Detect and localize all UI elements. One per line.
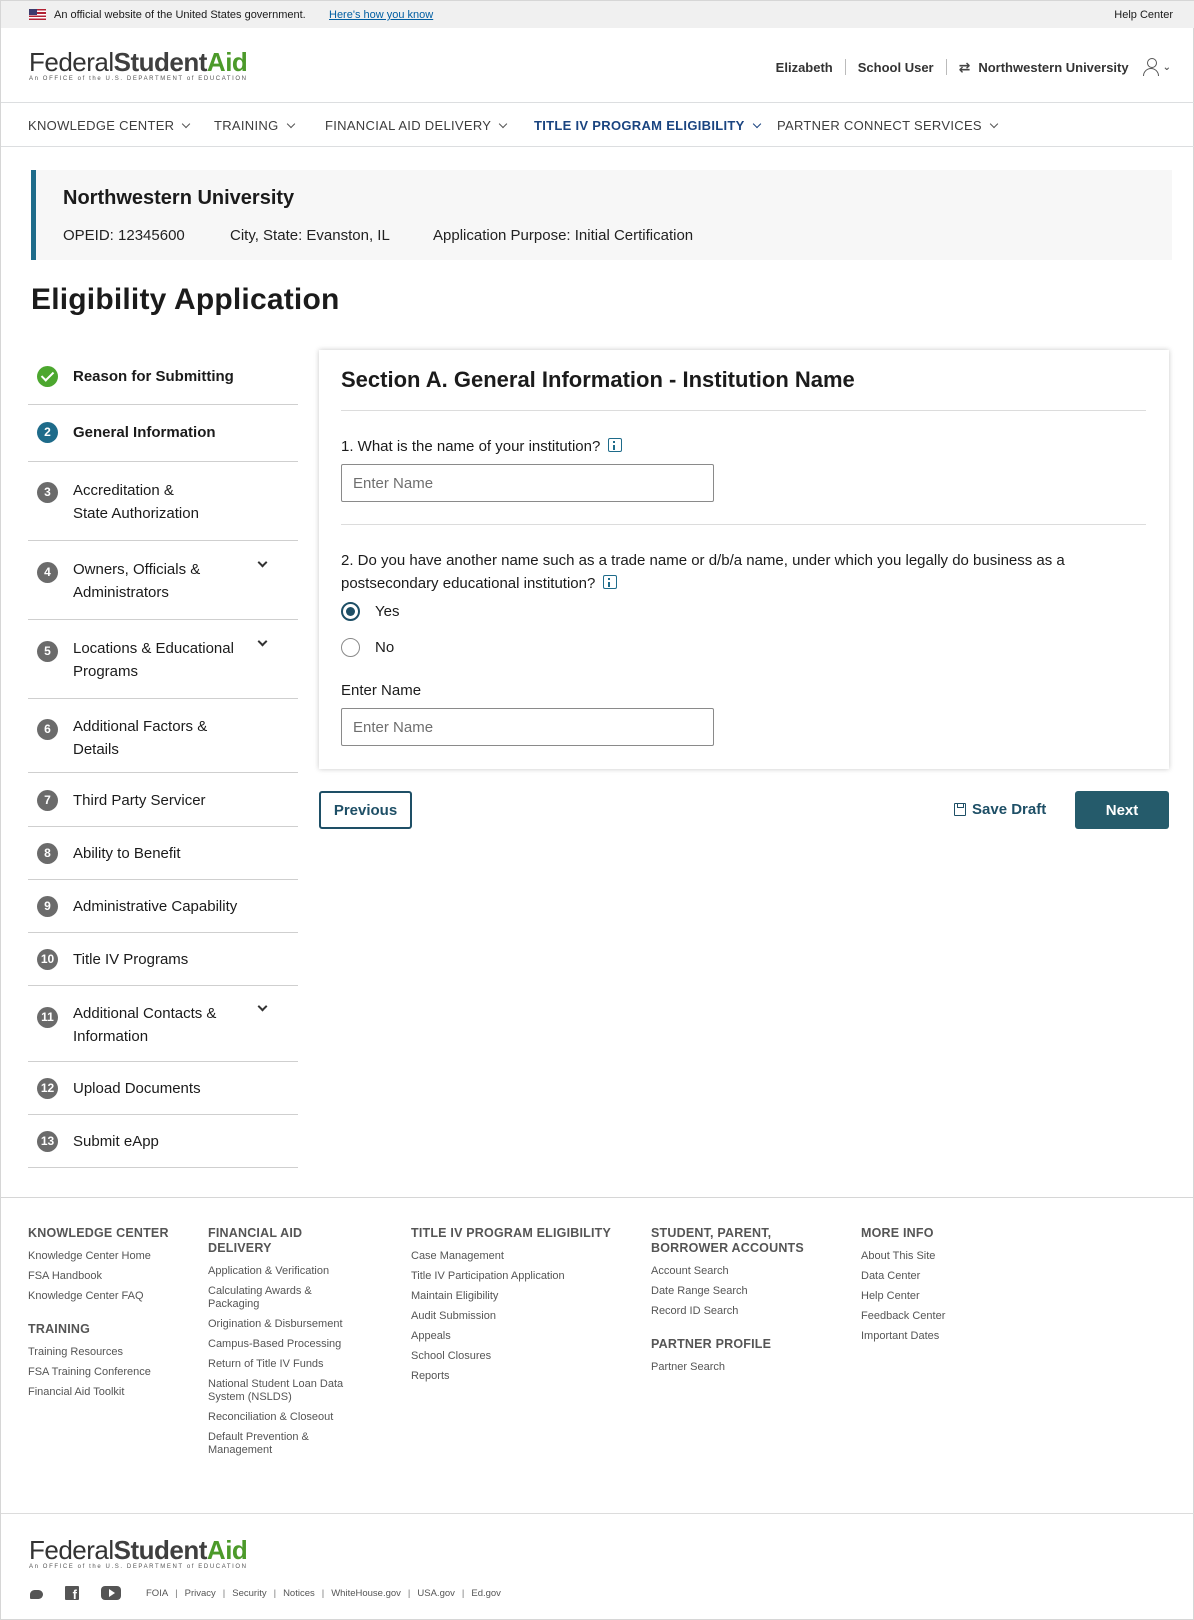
main-nav xyxy=(1,103,1194,147)
step-label-line1: Locations & Educational xyxy=(73,640,234,657)
nav-partner-connect-services[interactable] xyxy=(777,118,997,133)
step-label: Third Party Servicer xyxy=(73,792,206,809)
institution-city-state: City, State: Evanston, IL xyxy=(230,227,390,244)
footer-col-knowledge-center xyxy=(28,1226,198,1406)
radio-option-no[interactable] xyxy=(341,638,394,657)
step-number: 9 xyxy=(37,896,58,917)
institution-application-purpose: Application Purpose: Initial Certification xyxy=(433,227,694,244)
step-label-line1: Additional Factors & xyxy=(73,718,208,735)
save-draft-label: Save Draft xyxy=(972,801,1047,818)
step-owners-officials[interactable] xyxy=(28,541,298,620)
chevron-down-icon xyxy=(752,120,760,128)
divider xyxy=(1,1513,1194,1514)
nav-label: KNOWLEDGE CENTER xyxy=(28,118,175,133)
footer-link[interactable]: Reconciliation & Closeout xyxy=(208,1411,334,1423)
site-footer xyxy=(1,1197,1194,1620)
radio-selected-icon[interactable] xyxy=(341,602,360,621)
institution-name-input[interactable] xyxy=(341,464,714,502)
footer-link[interactable]: Return of Title IV Funds xyxy=(208,1358,324,1370)
footer-heading: KNOWLEDGE CENTER xyxy=(28,1226,169,1240)
footer-link[interactable]: Important Dates xyxy=(861,1330,940,1342)
footer-link[interactable]: Training Resources xyxy=(28,1346,123,1358)
step-general-information[interactable] xyxy=(28,405,298,462)
user-name: Elizabeth xyxy=(775,59,833,75)
institution-name: Northwestern University xyxy=(63,187,295,209)
radio-option-yes[interactable] xyxy=(341,602,399,621)
user-org[interactable]: Northwestern University xyxy=(978,59,1129,75)
step-upload-documents[interactable] xyxy=(28,1062,298,1115)
question-2-label-line1: 2. Do you have another name such as a trade name or d/b/a name, under which you legally do business as a xyxy=(341,552,1065,569)
footer-link[interactable]: Date Range Search xyxy=(651,1285,748,1297)
footer-col-financial-aid-delivery xyxy=(208,1226,358,1464)
footer-col-title-iv xyxy=(411,1226,621,1390)
nav-label: FINANCIAL AID DELIVERY xyxy=(325,118,492,133)
step-number: 11 xyxy=(37,1007,58,1028)
step-number: 10 xyxy=(37,949,58,970)
logo-word-federal: Federal xyxy=(29,47,114,77)
footer-col-accounts xyxy=(651,1226,821,1381)
chevron-down-icon[interactable] xyxy=(258,558,268,568)
step-reason-for-submitting[interactable] xyxy=(28,350,298,405)
step-number: 4 xyxy=(37,562,58,583)
legal-link[interactable]: Notices xyxy=(283,1587,315,1599)
step-label-line1: Additional Contacts & xyxy=(73,1005,217,1022)
footer-link[interactable]: Maintain Eligibility xyxy=(411,1290,499,1302)
footer-link[interactable]: Appeals xyxy=(411,1330,451,1342)
logo-word-student: Student xyxy=(113,1535,207,1565)
step-label-line2: Programs xyxy=(73,663,139,680)
step-number: 5 xyxy=(37,641,58,662)
footer-link[interactable]: Case Management xyxy=(411,1250,504,1262)
other-name-label: Enter Name xyxy=(341,682,422,699)
radio-label: No xyxy=(375,639,395,656)
step-number: 7 xyxy=(37,790,58,811)
legal-link[interactable]: WhiteHouse.gov xyxy=(331,1587,401,1599)
step-label xyxy=(73,479,199,525)
social-and-legal-bar xyxy=(29,1586,504,1600)
info-icon[interactable] xyxy=(608,438,622,452)
step-label-line2: Administrators xyxy=(73,584,169,601)
footer-link[interactable]: Help Center xyxy=(861,1290,920,1302)
radio-label: Yes xyxy=(375,603,400,620)
divider xyxy=(845,59,846,75)
radio-unselected-icon[interactable] xyxy=(341,638,360,657)
question-2-label-line2: postsecondary educational institution? xyxy=(341,575,596,592)
logo-word-aid: Aid xyxy=(206,47,248,77)
divider xyxy=(946,59,947,75)
twitter-icon[interactable] xyxy=(29,1588,43,1599)
legal-link[interactable]: USA.gov xyxy=(417,1587,455,1599)
divider: | xyxy=(407,1587,411,1599)
footer-link[interactable]: Knowledge Center FAQ xyxy=(28,1290,144,1302)
step-label-line1: Accreditation & xyxy=(73,482,174,499)
footer-heading: PARTNER PROFILE xyxy=(651,1337,772,1351)
step-label: Title IV Programs xyxy=(73,951,189,968)
gov-banner xyxy=(1,1,1194,28)
footer-link[interactable]: Default Prevention & Management xyxy=(208,1431,309,1456)
legal-link[interactable]: FOIA xyxy=(146,1587,169,1599)
info-icon[interactable] xyxy=(603,575,617,589)
step-number: 3 xyxy=(37,482,58,503)
nav-financial-aid-delivery[interactable] xyxy=(325,118,506,133)
site-header xyxy=(1,28,1194,103)
footer-link[interactable]: FSA Handbook xyxy=(28,1270,102,1282)
footer-link[interactable]: Data Center xyxy=(861,1270,921,1282)
divider: | xyxy=(222,1587,226,1599)
step-number: 8 xyxy=(37,843,58,864)
step-label-line2: State Authorization xyxy=(73,505,199,522)
nav-label: TITLE IV PROGRAM ELIGIBILITY xyxy=(534,118,745,133)
institution-summary xyxy=(31,170,1172,260)
chevron-down-icon xyxy=(182,120,190,128)
step-third-party-servicer[interactable] xyxy=(28,773,298,827)
step-additional-factors[interactable] xyxy=(28,699,298,773)
step-label: General Information xyxy=(73,424,216,441)
logo-word-federal: Federal xyxy=(29,1535,114,1565)
section-title: Section A. General Information - Institution Name xyxy=(341,367,855,392)
divider: | xyxy=(175,1587,178,1599)
nav-label: PARTNER CONNECT SERVICES xyxy=(777,118,982,133)
heres-how-you-know-link[interactable]: Here's how you know xyxy=(329,9,434,21)
help-center-link[interactable]: Help Center xyxy=(1114,9,1173,21)
step-label-line2: Details xyxy=(73,741,119,758)
footer-link[interactable]: School Closures xyxy=(411,1350,492,1362)
footer-heading: FINANCIAL AID DELIVERY xyxy=(208,1226,303,1255)
chevron-down-icon xyxy=(990,120,998,128)
footer-heading: STUDENT, PARENT, BORROWER ACCOUNTS xyxy=(651,1226,804,1255)
footer-heading: TITLE IV PROGRAM ELIGIBILITY xyxy=(411,1226,612,1240)
footer-link[interactable]: Calculating Awards & Packaging xyxy=(208,1285,312,1310)
step-administrative-capability[interactable] xyxy=(28,880,298,933)
footer-col-more-info xyxy=(861,1226,1001,1350)
step-label-line2: Information xyxy=(73,1028,149,1045)
step-label: Reason for Submitting xyxy=(73,368,234,385)
user-role: School User xyxy=(857,59,934,75)
nav-title-iv-program-eligibility[interactable] xyxy=(534,118,760,133)
us-flag-icon xyxy=(29,9,46,20)
footer-link[interactable]: Title IV Participation Application xyxy=(411,1270,565,1282)
youtube-icon[interactable] xyxy=(101,1586,121,1600)
page-title: Eligibility Application xyxy=(31,283,340,316)
divider: | xyxy=(273,1587,277,1599)
legal-links xyxy=(143,1588,504,1599)
logo-tagline: An OFFICE of the U.S. DEPARTMENT of EDUCATION xyxy=(29,76,248,82)
logo-word-student: Student xyxy=(113,47,207,77)
footer-link[interactable]: Knowledge Center Home xyxy=(28,1250,151,1262)
chevron-down-icon[interactable] xyxy=(258,1002,268,1012)
question-1-label: 1. What is the name of your institution? xyxy=(341,438,601,455)
step-number: 2 xyxy=(37,422,58,443)
footer-link[interactable]: Feedback Center xyxy=(861,1310,946,1322)
chevron-down-icon[interactable] xyxy=(258,637,268,647)
footer-link[interactable]: Partner Search xyxy=(651,1361,725,1373)
step-locations-programs[interactable] xyxy=(28,620,298,699)
step-accreditation[interactable] xyxy=(28,462,298,541)
step-label xyxy=(73,637,234,683)
check-icon xyxy=(37,366,58,387)
nav-knowledge-center[interactable] xyxy=(28,118,189,133)
footer-heading: MORE INFO xyxy=(861,1226,934,1240)
divider xyxy=(341,410,1146,411)
footer-link[interactable]: Origination & Disbursement xyxy=(208,1318,343,1330)
chevron-down-icon xyxy=(286,120,294,128)
footer-link[interactable]: Financial Aid Toolkit xyxy=(28,1386,125,1398)
chevron-down-icon xyxy=(499,120,507,128)
step-label xyxy=(73,558,200,604)
step-label xyxy=(73,715,207,761)
footer-link[interactable]: FSA Training Conference xyxy=(28,1366,151,1378)
step-label: Administrative Capability xyxy=(73,898,238,915)
next-button[interactable]: Next xyxy=(1075,791,1169,829)
step-additional-contacts[interactable] xyxy=(28,986,298,1062)
step-number: 13 xyxy=(37,1131,58,1152)
step-submit-eapp[interactable] xyxy=(28,1115,298,1168)
facebook-icon[interactable] xyxy=(65,1586,79,1600)
step-label: Submit eApp xyxy=(73,1133,159,1150)
chevron-down-icon[interactable]: ⌄ xyxy=(1162,61,1171,73)
switch-org-icon[interactable]: ⇄ xyxy=(958,58,971,75)
step-number: 12 xyxy=(37,1078,58,1099)
application-steps xyxy=(28,350,298,1168)
save-icon xyxy=(954,803,966,816)
footer-link[interactable]: Audit Submission xyxy=(411,1310,496,1322)
user-account-icon[interactable] xyxy=(1143,58,1161,76)
footer-link[interactable]: Reports xyxy=(411,1370,450,1382)
footer-link[interactable]: Application & Verification xyxy=(208,1265,330,1277)
footer-fsa-logo[interactable] xyxy=(29,1535,248,1570)
step-label-line1: Owners, Officials & xyxy=(73,561,201,578)
logo-word-aid: Aid xyxy=(206,1535,248,1565)
footer-heading: TRAINING xyxy=(28,1322,91,1336)
institution-opeid: OPEID: 12345600 xyxy=(63,227,185,244)
gov-banner-text: An official website of the United States government. xyxy=(54,9,306,21)
divider xyxy=(341,524,1146,525)
fsa-logo[interactable] xyxy=(29,47,248,82)
question-2 xyxy=(341,549,1065,595)
legal-link[interactable]: Privacy xyxy=(184,1587,216,1599)
form-card xyxy=(319,350,1169,769)
user-bar xyxy=(776,58,1171,76)
other-name-input[interactable] xyxy=(341,708,714,746)
save-draft-button[interactable] xyxy=(954,801,1046,818)
footer-link[interactable]: Record ID Search xyxy=(651,1305,739,1317)
divider: | xyxy=(321,1587,325,1599)
footer-link[interactable]: Account Search xyxy=(651,1265,729,1277)
step-label: Ability to Benefit xyxy=(73,845,181,862)
nav-label: TRAINING xyxy=(214,118,279,133)
nav-training[interactable] xyxy=(214,118,294,133)
footer-link[interactable]: Campus-Based Processing xyxy=(208,1338,342,1350)
step-label: Upload Documents xyxy=(73,1080,201,1097)
footer-link[interactable]: About This Site xyxy=(861,1250,936,1262)
legal-link[interactable]: Ed.gov xyxy=(471,1587,501,1599)
step-label xyxy=(73,1002,216,1048)
footer-link[interactable]: National Student Loan Data System (NSLDS) xyxy=(208,1378,344,1403)
step-number: 6 xyxy=(37,719,58,740)
divider: | xyxy=(461,1587,465,1599)
step-title-iv-programs[interactable] xyxy=(28,933,298,986)
question-1 xyxy=(341,435,622,458)
previous-button[interactable]: Previous xyxy=(319,791,412,829)
legal-link[interactable]: Security xyxy=(232,1587,267,1599)
logo-tagline: An OFFICE of the U.S. DEPARTMENT of EDUCATION xyxy=(29,1564,248,1570)
step-ability-to-benefit[interactable] xyxy=(28,827,298,880)
